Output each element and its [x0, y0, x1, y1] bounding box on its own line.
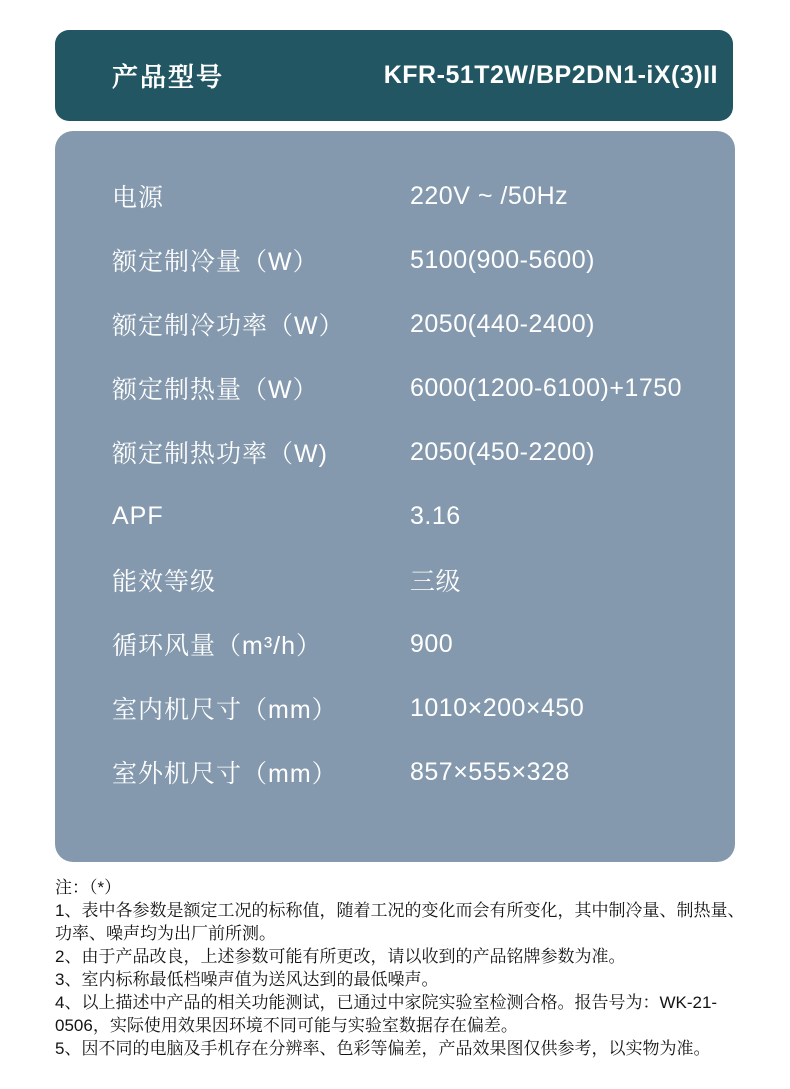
spec-row-rated-cooling-capacity [112, 228, 719, 292]
spec-row-energy-efficiency-grade [112, 548, 719, 612]
spec-label: 额定制热量（W） [112, 376, 319, 404]
product-model-header [55, 30, 733, 121]
note-item-4: 4、以上描述中产品的相关功能测试，已通过中家院实验室检测合格。报告号为：WK-21-0506，实际使用效果因环境不同可能与实验室数据存在偏差。 [55, 993, 718, 1035]
spec-row-rated-heating-capacity [112, 356, 719, 420]
product-model-label: 产品型号 [112, 62, 225, 92]
spec-value: 3.16 [410, 501, 461, 530]
spec-row-indoor-unit-dimensions [112, 676, 719, 740]
note-item-5: 5、因不同的电脑及手机存在分辨率、色彩等偏差，产品效果图仅供参考，以实物为准。 [55, 1039, 711, 1058]
spec-row-apf [112, 484, 719, 548]
spec-value: 220V ~ /50Hz [410, 181, 569, 210]
spec-row-air-circulation [112, 612, 719, 676]
product-model-value: KFR-51T2W/BP2DN1-iX(3)II [383, 61, 718, 89]
spec-label: 额定制冷量（W） [112, 248, 319, 276]
spec-row-outdoor-unit-dimensions [112, 740, 719, 804]
spec-value: 2050(440-2400) [410, 309, 595, 338]
spec-label: 额定制热功率（W) [112, 440, 328, 468]
note-item-1: 1、表中各参数是额定工况的标称值，随着工况的变化而会有所变化，其中制冷量、制热量、功率、噪声均为出厂前所测。 [55, 901, 745, 943]
spec-value: 三级 [410, 568, 462, 596]
spec-label: 室外机尺寸（mm） [112, 760, 338, 788]
spec-value: 6000(1200-6100)+1750 [410, 373, 683, 402]
spec-label: 室内机尺寸（mm） [112, 696, 338, 724]
spec-row-power-supply [112, 164, 719, 228]
spec-label: 额定制冷功率（W） [112, 312, 345, 340]
spec-label: 能效等级 [112, 568, 217, 596]
spec-label: 电源 [112, 184, 165, 212]
notes-title: 注：（*） [55, 878, 122, 897]
note-item-2: 2、由于产品改良，上述参数可能有所更改，请以收到的产品铭牌参数为准。 [55, 947, 626, 966]
notes-section [55, 876, 757, 1060]
spec-value: 2050(450-2200) [410, 437, 595, 466]
spec-row-rated-heating-power [112, 420, 719, 484]
spec-panel [55, 131, 735, 862]
spec-value: 857×555×328 [410, 757, 570, 786]
spec-label: 循环风量（m³/h） [112, 632, 323, 660]
spec-value: 900 [410, 629, 454, 658]
note-item-3: 3、室内标称最低档噪声值为送风达到的最低噪声。 [55, 970, 439, 989]
spec-row-rated-cooling-power [112, 292, 719, 356]
spec-label: APF [112, 501, 164, 530]
spec-value: 5100(900-5600) [410, 245, 595, 274]
spec-value: 1010×200×450 [410, 693, 585, 722]
